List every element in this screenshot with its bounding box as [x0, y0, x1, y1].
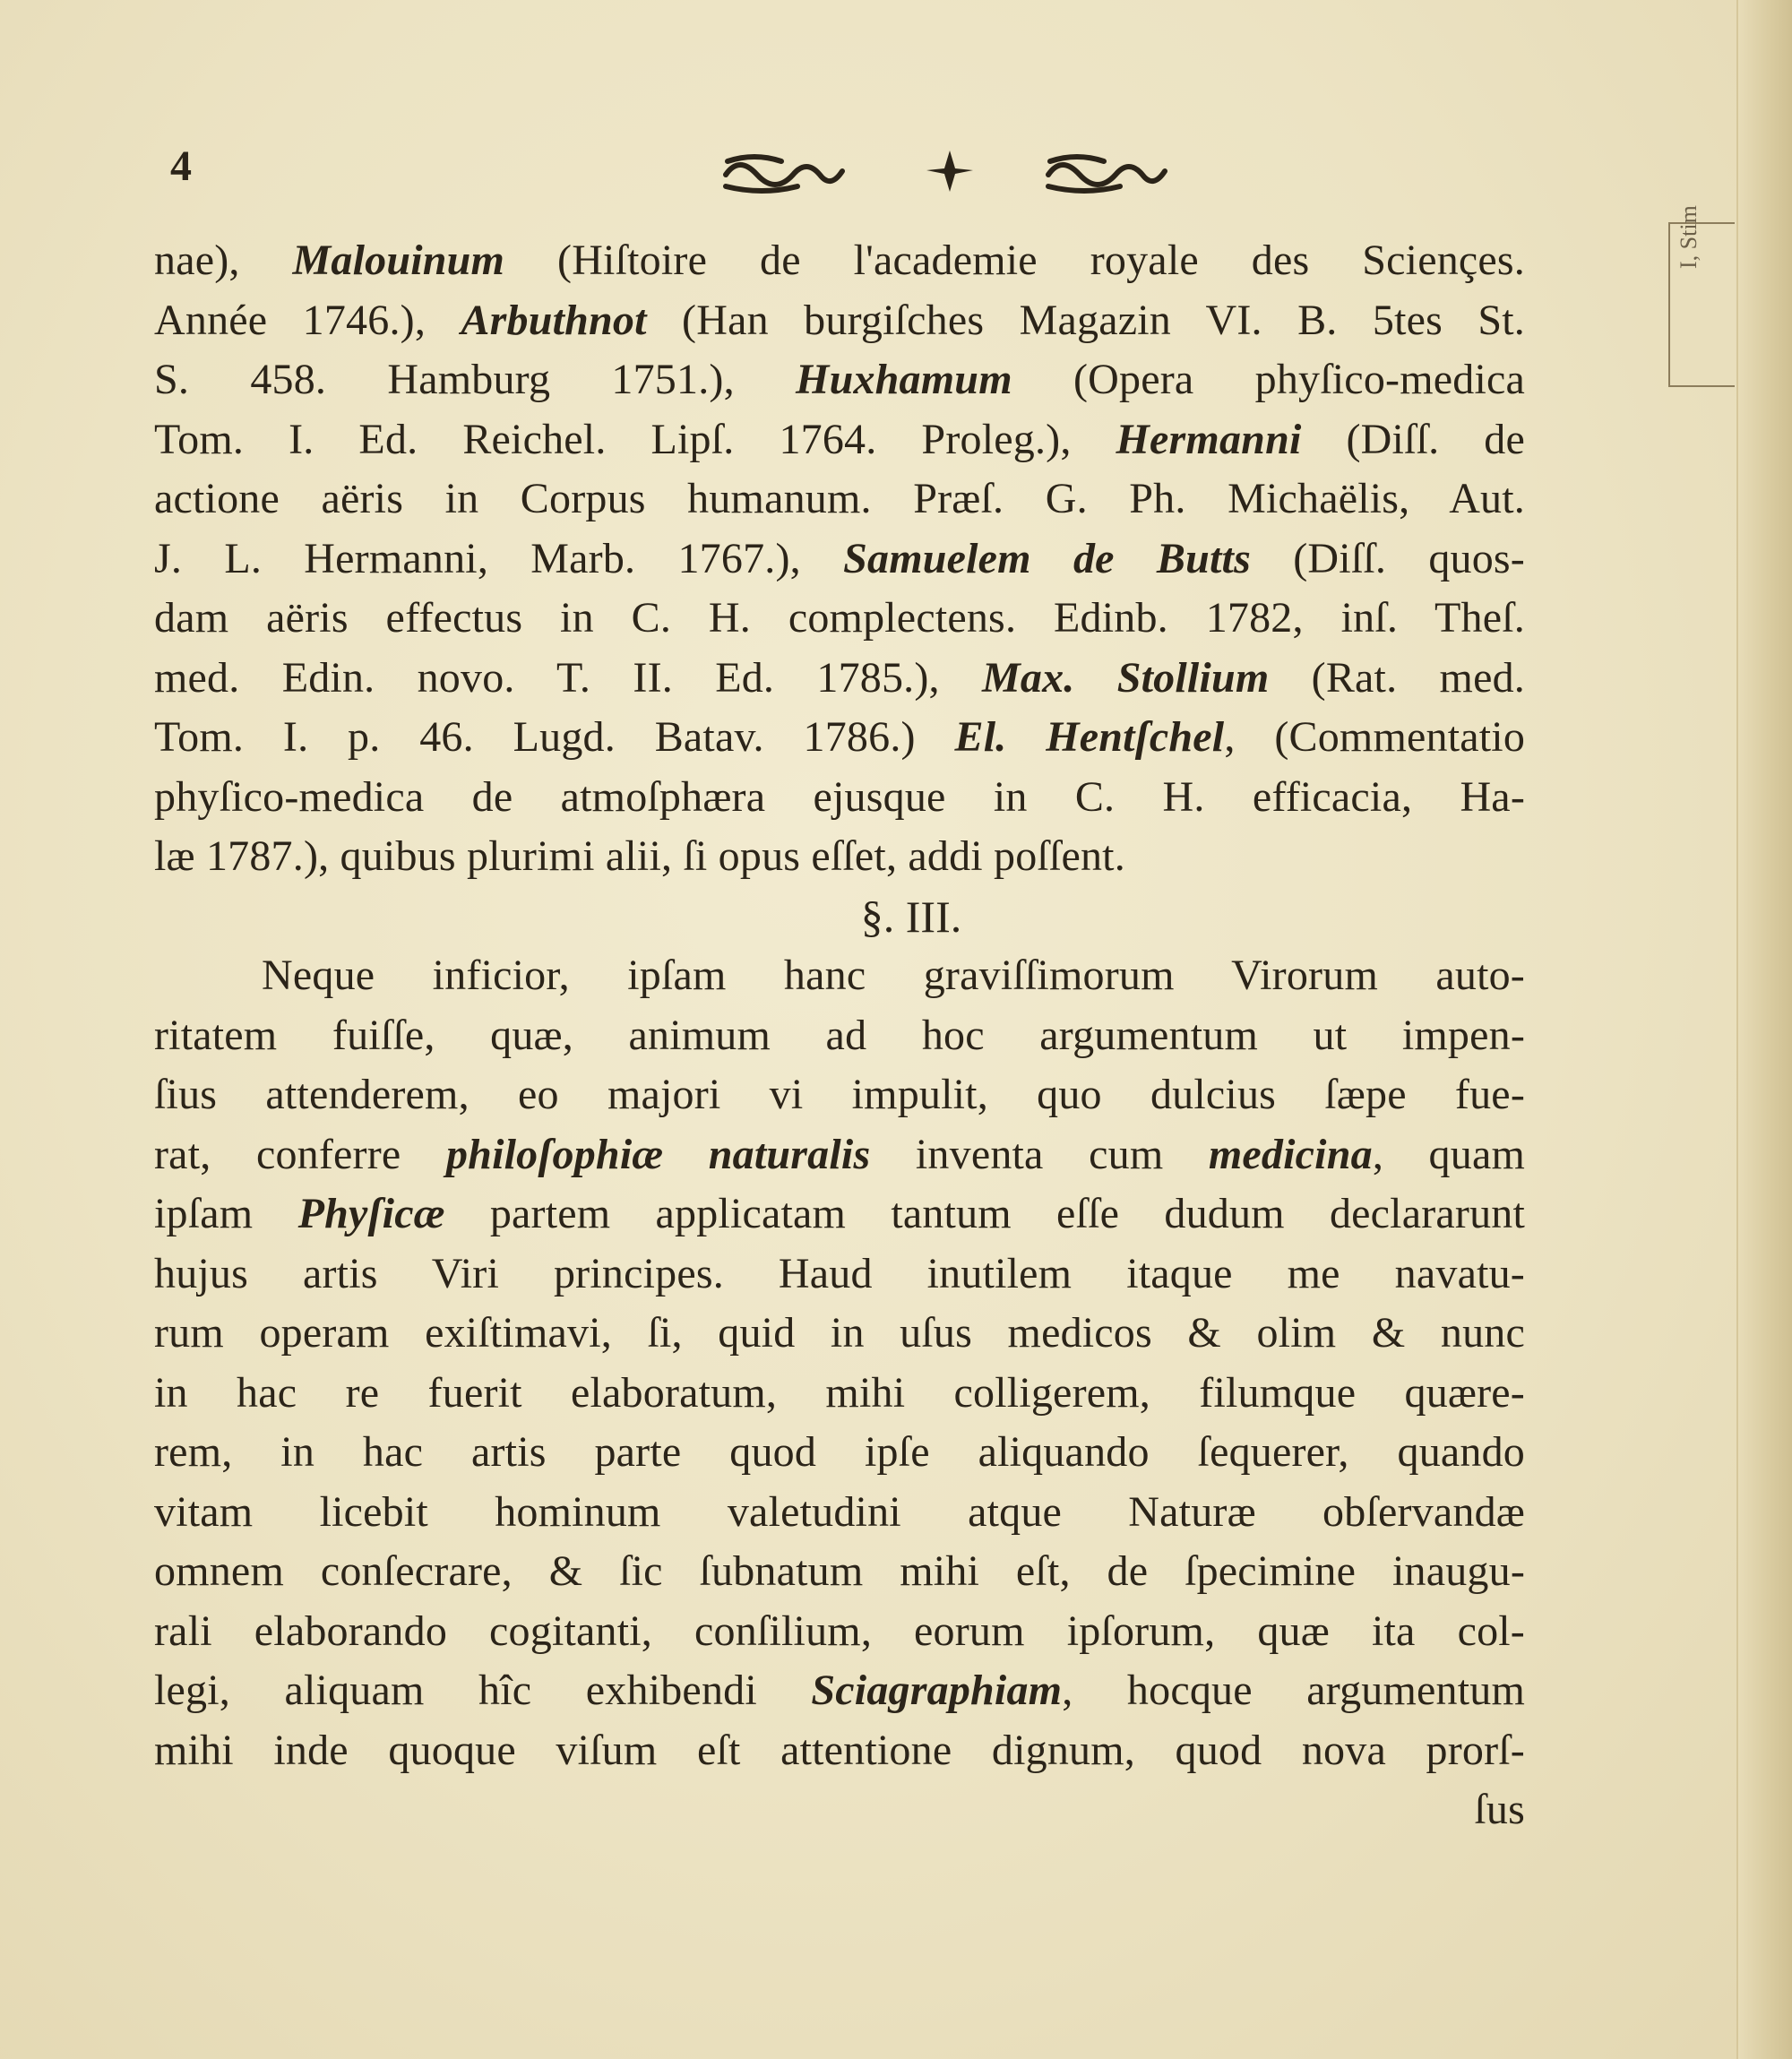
text-run: ritatem fuiſſe, quæ, animum ad hoc argumentum ut impen- [154, 1011, 1525, 1059]
text-line [154, 1423, 1525, 1483]
italic-name: philoſophiæ naturalis [445, 1130, 871, 1178]
margin-note: I, Stim [1676, 205, 1702, 269]
text-run: Tom. I. Ed. Reichel. Lipſ. 1764. Proleg.), [154, 415, 1116, 463]
running-header [170, 134, 1532, 206]
body-text [154, 231, 1525, 1840]
text-line [154, 1006, 1525, 1066]
text-run: Tom. I. p. 46. Lugd. Batav. 1786.) [154, 713, 955, 761]
text-line [154, 1602, 1525, 1662]
text-line [154, 1542, 1525, 1602]
italic-name: Phyſicæ [297, 1190, 445, 1237]
text-line [154, 470, 1525, 530]
paragraph-lines [154, 946, 1525, 1780]
catchword: ſus [1474, 1786, 1525, 1833]
text-line [154, 1125, 1525, 1185]
text-line [154, 649, 1525, 709]
text-run: , quam [1372, 1130, 1525, 1178]
italic-name: medicina [1208, 1130, 1373, 1178]
text-run: læ 1787.), quibus plurimi alii, ſi opus eſſet, addi poſſent. [154, 832, 1125, 880]
text-run: dam aëris effectus in C. H. complectens. Edinb. 1782, inſ. Theſ. [154, 594, 1525, 642]
text-run: in hac re fuerit elaboratum, mihi colligerem, filumque quære- [154, 1368, 1525, 1417]
text-run: rali elaborando cogitanti, conſilium, eorum ipſorum, quæ ita col- [154, 1607, 1525, 1655]
text-run: ipſam [154, 1190, 298, 1237]
text-run: mihi inde quoque viſum eſt attentione dignum, quod nova prorſ- [154, 1726, 1525, 1774]
text-run: , (Commentatio [1224, 713, 1526, 761]
text-line [154, 410, 1525, 470]
text-run: omnem conſecrare, & ſic ſubnatum mihi eſt, de ſpecimine inaugu- [154, 1547, 1525, 1595]
text-run: Neque inficior, ipſam hanc graviſſimorum Virorum auto- [262, 952, 1525, 999]
text-run: rat, conferre [154, 1130, 446, 1178]
text-run: med. Edin. novo. T. II. Ed. 1785.), [154, 653, 982, 702]
text-run: J. L. Hermanni, Marb. 1767.), [154, 534, 844, 582]
italic-name: Max. Stollium [982, 653, 1270, 702]
text-line [154, 768, 1525, 828]
text-run: Année 1746.), [154, 296, 461, 344]
ornament-divider-icon [672, 134, 1228, 206]
text-line [154, 1304, 1525, 1364]
text-run: (Han burgiſches Magazin VI. B. 5tes St. [646, 296, 1525, 344]
section-heading: §. III. [860, 891, 962, 942]
text-line [154, 1185, 1525, 1245]
text-run: rem, in hac artis parte quod ipſe aliquando ſequerer, quando [154, 1428, 1525, 1476]
text-line [154, 946, 1525, 1006]
text-line [154, 589, 1525, 649]
text-run: (Opera phyſico-medica [1012, 356, 1525, 403]
text-run: (Rat. med. [1269, 653, 1525, 702]
text-run: rum operam exiſtimavi, ſi, quid in uſus medicos & olim & nunc [154, 1309, 1525, 1357]
text-line [154, 1721, 1525, 1781]
text-line [154, 1065, 1525, 1125]
italic-name: Malouinum [292, 237, 505, 284]
text-run: S. 458. Hamburg 1751.), [154, 356, 797, 403]
text-line [154, 291, 1525, 351]
text-line [154, 1661, 1525, 1721]
text-line [154, 530, 1525, 590]
text-run: (Diſſ. quos- [1250, 534, 1525, 582]
text-run: ſius attenderem, eo majori vi impulit, quo dulcius ſæpe fue- [154, 1071, 1525, 1118]
text-line [154, 1483, 1525, 1543]
italic-name: Arbuthnot [461, 296, 647, 344]
text-line [154, 1245, 1525, 1305]
text-run: phyſico-medica de atmoſphæra ejusque in C. H. efficacia, Ha- [154, 772, 1525, 821]
text-line [154, 1364, 1525, 1424]
text-run: hujus artis Viri principes. Haud inutilem itaque me navatu- [154, 1249, 1525, 1297]
text-run: actione aëris in Corpus humanum. Præſ. G. Ph. Michaëlis, Aut. [154, 475, 1525, 522]
text-run: vitam licebit hominum valetudini atque Naturæ obſervandæ [154, 1487, 1525, 1536]
italic-name: Samuelem de Butts [843, 534, 1251, 582]
italic-name: Hermanni [1116, 415, 1302, 463]
italic-name: Sciagraphiam [811, 1667, 1063, 1714]
page-edge [1736, 0, 1792, 2059]
text-run: (Hiſtoire de l'academie royale des Sciençes. [504, 237, 1526, 284]
text-run: , hocque argumentum [1062, 1667, 1525, 1714]
text-line [154, 231, 1525, 291]
text-run: legi, aliquam hîc exhibendi [154, 1667, 812, 1714]
text-run: partem applicatam tantum eſſe dudum declararunt [444, 1190, 1526, 1237]
citation-lines [154, 231, 1525, 887]
text-line [154, 350, 1525, 410]
page-number: 4 [170, 142, 192, 190]
text-run: inventa cum [870, 1130, 1209, 1178]
text-run: (Diſſ. de [1301, 415, 1526, 463]
text-line [154, 827, 1525, 887]
italic-name: Huxhamum [796, 356, 1012, 403]
text-run: nae), [154, 237, 293, 284]
italic-name: El. Hentſchel [954, 713, 1225, 761]
text-line [154, 708, 1525, 768]
